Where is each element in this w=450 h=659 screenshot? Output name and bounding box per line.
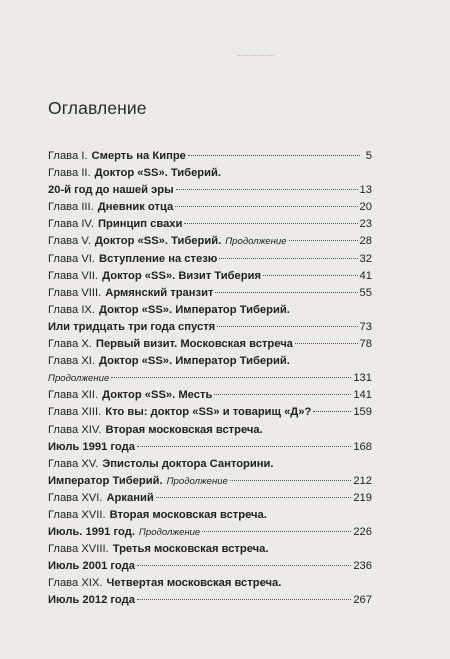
dot-leader: [156, 497, 352, 498]
page-number: 219: [353, 491, 372, 504]
chapter-number: Глава X.: [48, 338, 92, 351]
chapter-title: Доктор «SS». Визит Тиберия: [102, 269, 261, 282]
toc-entry: [48, 182, 372, 199]
toc-entry: [48, 233, 372, 250]
dot-leader: [202, 531, 351, 532]
dot-leader: [137, 446, 351, 447]
page-number: 78: [359, 338, 372, 351]
dot-leader: [137, 599, 351, 600]
dot-leader: [263, 275, 358, 276]
chapter-number: Глава IX.: [48, 303, 96, 316]
dot-leader: [219, 258, 357, 259]
chapter-number: Глава VIII.: [48, 286, 102, 299]
dot-leader: [111, 377, 351, 378]
continuation-note: Продолжение: [225, 236, 287, 248]
dot-leader: [175, 206, 357, 207]
toc-entry: [48, 387, 372, 404]
toc-entry: [48, 148, 372, 165]
chapter-title: Июль 2012 года: [48, 594, 135, 607]
chapter-title: Кто вы: доктор «SS» и товарищ «Д»?: [105, 406, 312, 419]
page-number: 267: [353, 594, 372, 607]
toc-entry: [48, 353, 372, 370]
page-number: 159: [353, 406, 372, 419]
page-number: 32: [359, 252, 372, 265]
chapter-number: Глава XII.: [48, 389, 99, 402]
toc-entry: [48, 319, 372, 336]
toc-entry: [48, 285, 372, 302]
chapter-title: Доктор «SS». Тиберий.: [94, 235, 222, 248]
continuation-note: Продолжение: [138, 527, 201, 539]
chapter-title: Доктор «SS». Тиберий.: [94, 167, 222, 180]
chapter-title: Четвертая московская встреча.: [106, 577, 282, 590]
chapter-title: Армянский транзит: [105, 286, 214, 299]
toc-entry: [48, 592, 372, 609]
dot-leader: [184, 223, 357, 224]
dot-leader: [137, 565, 351, 566]
toc-entry: [48, 216, 372, 233]
toc-entry: [48, 302, 372, 319]
page-number: 212: [353, 474, 372, 487]
continuation-note: Продолжение: [166, 475, 228, 487]
page-number: 28: [359, 235, 372, 248]
chapter-title: Принцип свахи: [97, 218, 183, 231]
chapter-title: Смерть на Кипре: [91, 150, 186, 162]
dot-leader: [176, 189, 358, 190]
chapter-title: Или тридцать три года спустя: [48, 320, 216, 333]
toc-entry: [48, 336, 372, 353]
dot-leader: [313, 411, 351, 412]
chapter-number: Глава VII.: [48, 269, 99, 282]
chapter-title: Доктор «SS». Император Тиберий.: [99, 303, 290, 316]
table-of-contents: [48, 148, 372, 610]
chapter-number: Глава II.: [48, 167, 91, 180]
chapter-number: Глава III.: [48, 201, 94, 214]
chapter-title: Император Тиберий.: [48, 474, 163, 487]
chapter-number: Глава IV.: [48, 218, 94, 231]
dot-leader: [214, 394, 351, 395]
toc-entry: [48, 404, 372, 421]
toc-entry: [48, 439, 372, 456]
dot-leader: [295, 343, 358, 344]
dot-leader: [230, 480, 351, 481]
page-number: 141: [353, 389, 372, 402]
toc-entry: [48, 541, 372, 558]
chapter-title: Вступление на стезю: [99, 252, 218, 265]
toc-entry: [48, 251, 372, 268]
toc-entry: [48, 199, 372, 216]
chapter-title: Доктор «SS». Император Тиберий.: [99, 355, 290, 368]
chapter-number: Глава XVIII.: [48, 543, 109, 556]
chapter-title: Дневник отца: [97, 201, 174, 214]
page-number: 73: [359, 320, 372, 333]
chapter-title: Вторая московская встреча.: [109, 508, 267, 521]
toc-entry: [48, 165, 372, 182]
chapter-number: Глава VI.: [48, 252, 96, 265]
page-number: 131: [353, 372, 372, 385]
chapter-title: Третья московская встреча.: [112, 543, 269, 556]
chapter-number: Глава XV.: [48, 457, 99, 470]
chapter-number: Глава XIX.: [48, 577, 103, 590]
toc-entry: [48, 507, 372, 524]
page-number: 23: [359, 218, 372, 231]
page-title: Оглавление: [48, 98, 147, 118]
chapter-title: 20-й год до нашей эры: [48, 184, 174, 197]
page-number: 13: [359, 184, 372, 197]
chapter-title: Первый визит. Московская встреча: [95, 338, 293, 351]
dot-leader: [289, 240, 358, 241]
chapter-title: Эпистолы доктора Санторини.: [102, 457, 274, 470]
toc-entry: [48, 370, 372, 387]
page-number: 236: [353, 560, 372, 573]
toc-entry: [48, 456, 372, 473]
page-number: 41: [359, 269, 372, 282]
chapter-title: Июль 2001 года: [48, 560, 135, 573]
chapter-number: Глава I.: [48, 150, 88, 162]
toc-entry: [48, 490, 372, 507]
toc-entry: [48, 558, 372, 575]
chapter-number: Глава XVII.: [48, 508, 106, 521]
toc-entry: [48, 422, 372, 439]
running-header-mark: [238, 55, 274, 57]
chapter-number: Глава XIV.: [48, 423, 102, 436]
toc-entry: [48, 268, 372, 285]
page-number: 5: [365, 150, 372, 162]
dot-leader: [217, 326, 357, 327]
chapter-title: Июль. 1991 год.: [48, 526, 135, 539]
page-number: 226: [353, 526, 372, 539]
chapter-title: Доктор «SS». Месть: [102, 389, 213, 402]
toc-entry: [48, 575, 372, 592]
continuation-note: Продолжение: [48, 373, 110, 385]
dot-leader: [215, 292, 357, 293]
page-number: 55: [359, 286, 372, 299]
chapter-number: Глава XIII.: [48, 406, 102, 419]
chapter-title: Арканий: [106, 491, 154, 504]
chapter-number: Глава XI.: [48, 355, 96, 368]
chapter-number: Глава XVI.: [48, 491, 103, 504]
dot-leader: [188, 155, 360, 156]
page-number: 20: [359, 201, 372, 214]
toc-entry: [48, 524, 372, 541]
chapter-number: Глава V.: [48, 235, 91, 248]
page-number: 168: [353, 440, 372, 453]
chapter-title: Июль 1991 года: [48, 440, 135, 453]
toc-entry: [48, 473, 372, 490]
chapter-title: Вторая московская встреча.: [105, 423, 263, 436]
